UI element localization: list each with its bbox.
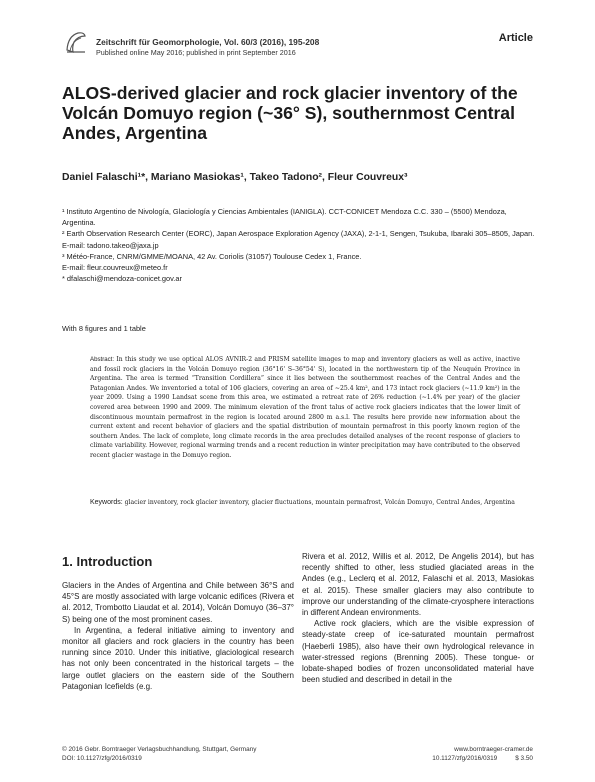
corresponding-author-email[interactable]: * dfalaschi@mendoza-conicet.gov.ar bbox=[62, 274, 182, 284]
affiliation-3: ³ Météo-France, CNRM/GMME/MOANA, 42 Av. Coriolis (31057) Toulouse Cedex 1, France. bbox=[62, 251, 362, 261]
affiliation-3-email[interactable]: E-mail: fleur.couvreux@meteo.fr bbox=[62, 263, 168, 273]
doi-right[interactable]: 10.1127/zfg/2016/0319 bbox=[432, 755, 498, 762]
figures-note: With 8 figures and 1 table bbox=[62, 324, 146, 333]
article-price: $ 3.50 bbox=[515, 755, 533, 762]
affiliations bbox=[62, 206, 542, 284]
abstract-text: In this study we use optical ALOS AVNIR-2 and PRISM satellite images to map and inventory glaciers as well as active, inactive and fossil rock glaciers in the Volcán Domuyo region (36°16' S–36°54' S), located in the northwestern tip of the Neuquén Province in Argentina. The area is termed “Transition Cordillera” since it lies between the southernmost reaches of the Central Andes and the Patagonian Andes. We inventoried a total of 106 glaciers, covering an area of ~25.4 km², and 173 intact rock glaciers (~11.9 km²) in the year 2009. Using a 1990 Landsat scene from this area, we estimated a retreat rate of 26% reduction (~1.4% per year) of the glacier covered area between 1990 and 2009. The minimum elevation of the front talus of active rock glaciers indicates that the lower limit of discontinuous mountain permafrost in the region is located around 2800 m a.s.l. The results here provide new information about the current extent and recent behavior of glaciers and the spatial distribution of mountain permafrost in this poorly known region of the southern Andes. The lack of complete, long climate records in the area precludes detailed analyses of the recent response of glaciers to climate variability. However, regional warming trends and a recent reduction in winter precipitation may have contributed to the observed recent glacier wastage in the Domuyo region. bbox=[90, 356, 521, 459]
affiliation-2: ² Earth Observation Research Center (EORC), Japan Aerospace Exploration Agency (JAXA), 2-1-1, Sengen, Tsukuba, Ibaraki 305–8505, Japan. bbox=[62, 229, 535, 239]
doi-left[interactable]: DOI: 10.1127/zfg/2016/0319 bbox=[62, 755, 142, 762]
body-paragraph: Glaciers in the Andes of Argentina and Chile between 36°S and 45°S are mostly associated with large volcanic edifices (Rivera et al. 2012, Trombotto Liaudat et al. 2014), Volcán Domuyo (36–37° S) being one of the most prominent cases. bbox=[62, 581, 294, 624]
affiliation-1: ¹ Instituto Argentino de Nivología, Glaciología y Ciencias Ambientales (IANIGLA). CCT-CONICET Mendoza C.C. 330 – (5500) Mendoza, Argentina. bbox=[62, 207, 507, 228]
abstract bbox=[90, 355, 520, 461]
keywords bbox=[90, 498, 520, 508]
body-paragraph: Rivera et al. 2012, Willis et al. 2012, De Angelis 2014), but has recently shifted to other, less studied glaciated areas in the Andes (e.g., Leclerq et al. 2012, Falaschi et al. 2013, Masiokas et al. 2015). These smaller glaciers may also contribute to improve our understanding of the climate-cryosphere interactions in different Andean environments. bbox=[302, 552, 534, 618]
body-column-left bbox=[62, 580, 294, 692]
publication-dates: Published online May 2016; published in print September 2016 bbox=[96, 48, 296, 57]
journal-citation: Zeitschrift für Geomorphologie, Vol. 60/3 (2016), 195-208 bbox=[96, 37, 320, 47]
author-list: Daniel Falaschi¹*, Mariano Masiokas¹, Takeo Tadono², Fleur Couvreux³ bbox=[62, 172, 408, 183]
paper-title: ALOS-derived glacier and rock glacier inventory of the Volcán Domuyo region (~36° S), southernmost Central Andes, Argentina bbox=[62, 83, 518, 143]
publisher-website-link[interactable]: www.borntraeger-cramer.de bbox=[454, 746, 533, 753]
body-paragraph: In Argentina, a federal initiative aiming to inventory and monitor all glaciers and rock glaciers in the country has been running since 2010. Under this initiative, glaciological research has not only been concentrated in the historical targets – the large outlet glaciers on the eastern side of the Southern Patagonian Icefields (e.g. bbox=[62, 625, 294, 691]
article-type-label: Article bbox=[498, 32, 533, 44]
body-paragraph: Active rock glaciers, which are the visible expression of steady-state creep of ice-saturated mountain permafrost (Haeberli 1985), also have their own hydrological relevance in water-stressed regions (Brenning 2005). These tongue- or lobate-shaped bodies of frozen unconsolidated material have been studied and described in detail in the bbox=[302, 619, 534, 685]
keywords-label: Keywords: bbox=[90, 499, 123, 506]
abstract-label: Abstract: bbox=[90, 356, 115, 363]
affiliation-2-email[interactable]: E-mail: tadono.takeo@jaxa.jp bbox=[62, 240, 159, 250]
publisher-logo-icon bbox=[64, 30, 88, 56]
footer-right bbox=[432, 745, 533, 763]
footer-left bbox=[62, 745, 256, 763]
copyright-notice: © 2016 Gebr. Borntraeger Verlagsbuchhandlung, Stuttgart, Germany bbox=[62, 746, 257, 753]
section-heading-introduction: 1. Introduction bbox=[62, 554, 153, 569]
body-column-right bbox=[302, 551, 534, 685]
keywords-text: glacier inventory, rock glacier inventory, glacier fluctuations, mountain permafrost, Volcán Domuyo, Central Andes, Argentina bbox=[124, 499, 515, 506]
